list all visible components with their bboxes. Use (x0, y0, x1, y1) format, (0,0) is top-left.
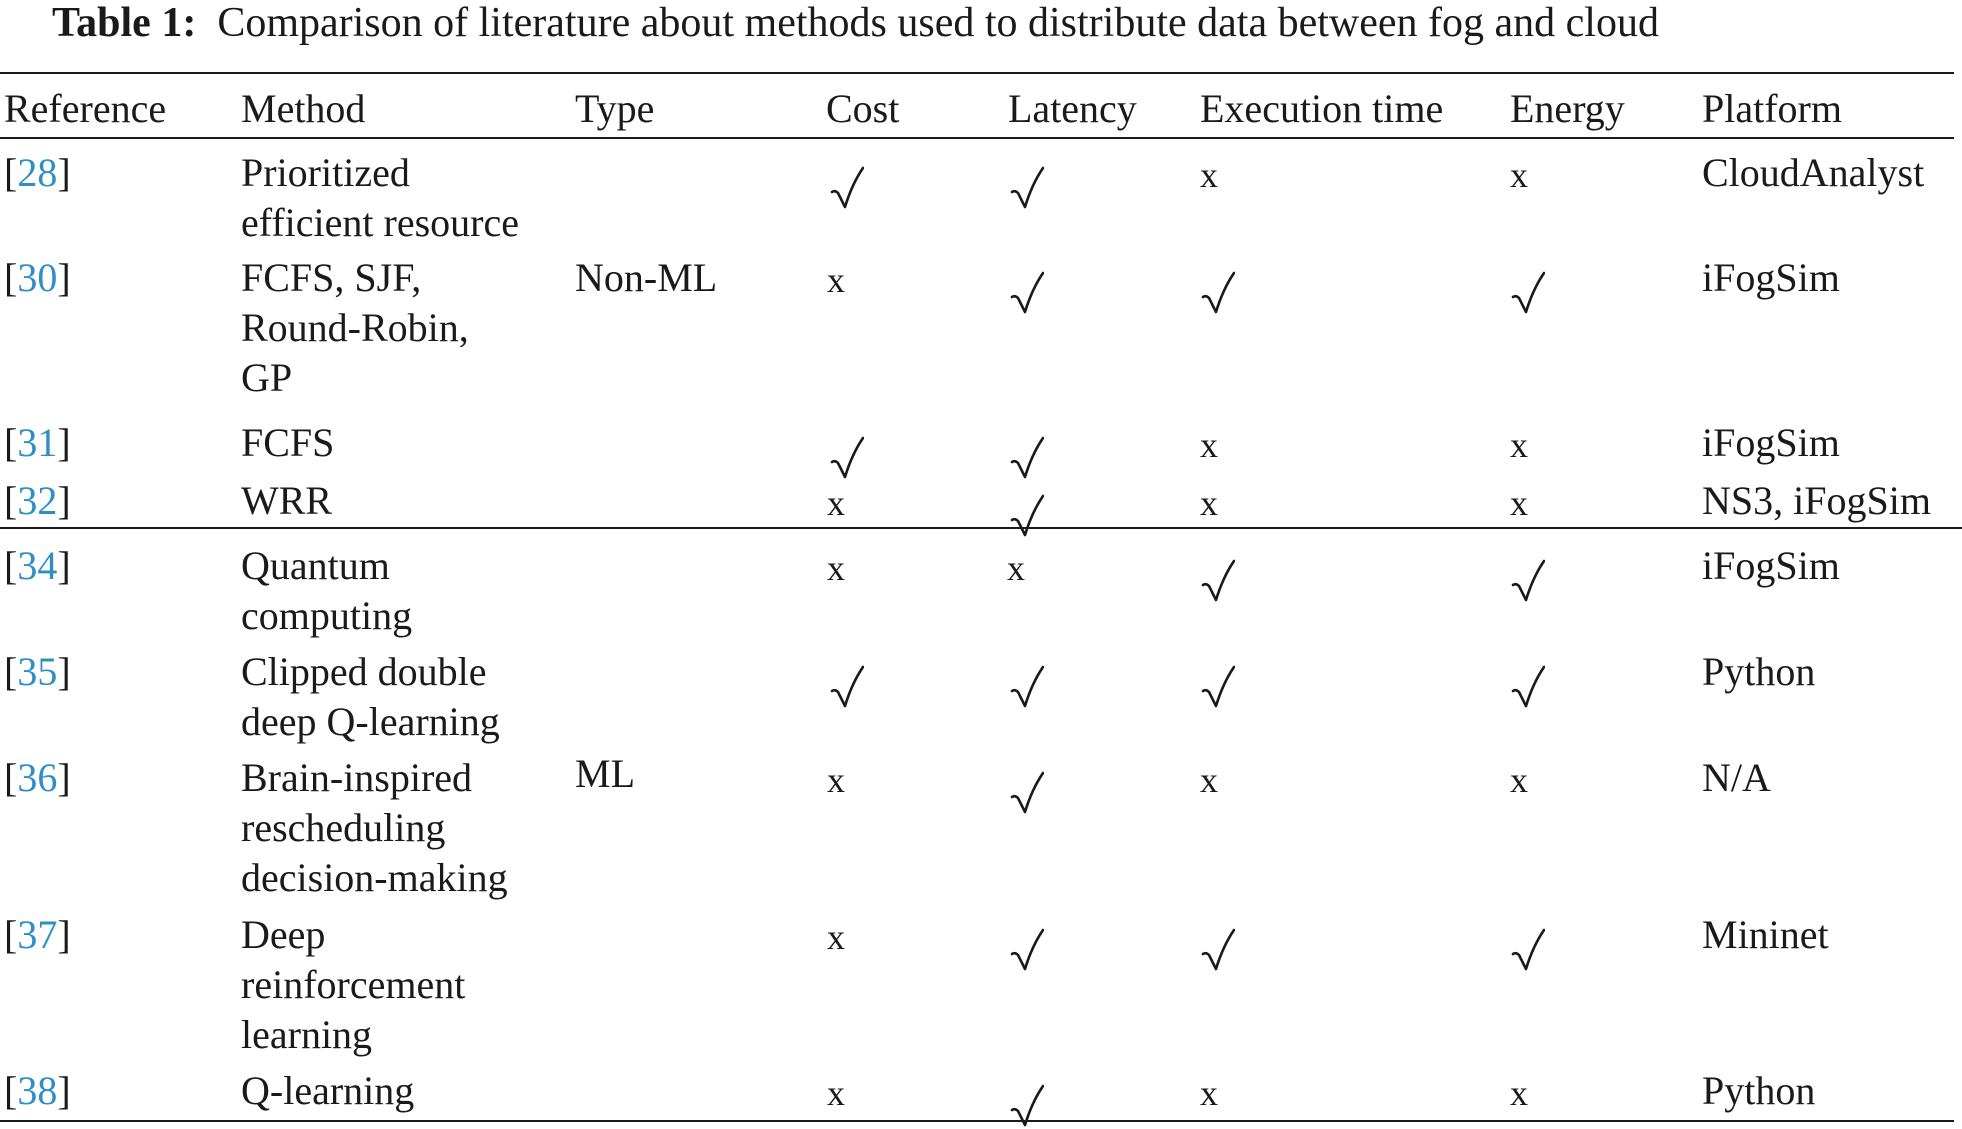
platform-cell: iFogSim (1702, 420, 1840, 465)
platform-cell: Mininet (1702, 912, 1829, 957)
reference-cell (4, 647, 71, 697)
reference-bracket: ] (57, 649, 71, 694)
energy-x-mark: x (1510, 760, 1528, 800)
method-cell-line: Round-Robin, (241, 305, 469, 350)
reference-bracket: [ (4, 420, 18, 465)
reference-bracket: [ (4, 1068, 18, 1113)
reference-bracket: [ (4, 478, 18, 523)
reference-bracket: [ (4, 649, 18, 694)
reference-link-32[interactable]: 32 (17, 478, 58, 523)
reference-bracket: ] (57, 755, 71, 800)
reference-link-36[interactable]: 36 (17, 755, 58, 800)
reference-bracket: ] (57, 478, 71, 523)
method-cell-line: reinforcement (241, 962, 466, 1007)
reference-link-28[interactable]: 28 (17, 150, 58, 195)
cost-x-mark: x (827, 483, 845, 523)
reference-link-38[interactable]: 38 (17, 1068, 58, 1113)
energy-x-mark: x (1510, 483, 1528, 523)
reference-cell (4, 476, 71, 526)
group-divider-rule (0, 527, 1962, 529)
platform-cell: Python (1702, 649, 1816, 694)
method-cell-line: WRR (241, 478, 333, 523)
type-label-non-ml: Non-ML (575, 255, 718, 300)
reference-link-35[interactable]: 35 (17, 649, 58, 694)
energy-x-mark: x (1510, 425, 1528, 465)
reference-bracket: [ (4, 150, 18, 195)
cost-check-icon (830, 166, 864, 210)
header-latency: Latency (1008, 86, 1137, 131)
energy-x-mark: x (1510, 155, 1528, 195)
reference-link-37[interactable]: 37 (17, 912, 58, 957)
method-cell-line: FCFS (241, 420, 335, 465)
header-cost: Cost (826, 86, 900, 131)
method-cell-line: Prioritized (241, 150, 410, 195)
latency-check-icon (1010, 494, 1044, 538)
latency-check-icon (1010, 1084, 1044, 1128)
reference-link-31[interactable]: 31 (17, 420, 58, 465)
reference-bracket: [ (4, 255, 18, 300)
reference-link-34[interactable]: 34 (17, 543, 58, 588)
method-cell-line: Brain-inspired (241, 755, 473, 800)
latency-x-mark: x (1007, 548, 1025, 588)
reference-bracket: ] (57, 150, 71, 195)
method-cell-line: FCFS, SJF, (241, 255, 422, 300)
energy-check-icon (1511, 271, 1545, 315)
exec-check-icon (1201, 665, 1235, 709)
platform-cell: iFogSim (1702, 255, 1840, 300)
latency-check-icon (1010, 436, 1044, 480)
platform-cell: N/A (1702, 755, 1771, 800)
method-cell-line: deep Q-learning (241, 699, 500, 744)
method-cell-line: Quantum (241, 543, 390, 588)
reference-bracket: [ (4, 912, 18, 957)
reference-cell (4, 418, 71, 468)
table-caption-text: Comparison of literature about methods used to distribute data between fog and cloud (217, 0, 1659, 46)
cost-x-mark: x (827, 760, 845, 800)
exec-x-mark: x (1200, 155, 1218, 195)
reference-cell (4, 541, 71, 591)
reference-bracket: [ (4, 543, 18, 588)
header-reference: Reference (4, 86, 167, 131)
cost-x-mark: x (827, 917, 845, 957)
cost-x-mark: x (827, 548, 845, 588)
exec-check-icon (1201, 271, 1235, 315)
header-method: Method (241, 86, 366, 131)
cost-check-icon (830, 436, 864, 480)
cost-x-mark: x (827, 1073, 845, 1113)
method-cell-line: Clipped double (241, 649, 487, 694)
exec-x-mark: x (1200, 483, 1218, 523)
energy-x-mark: x (1510, 1073, 1528, 1113)
header-execution-time: Execution time (1200, 86, 1444, 131)
method-cell-line: learning (241, 1012, 373, 1057)
platform-cell: CloudAnalyst (1702, 150, 1925, 195)
table-caption-label: Table 1: (52, 0, 197, 46)
energy-check-icon (1511, 665, 1545, 709)
method-cell-line: GP (241, 355, 293, 400)
energy-check-icon (1511, 559, 1545, 603)
type-label-ml: ML (575, 751, 635, 796)
platform-cell: NS3, iFogSim (1702, 478, 1931, 523)
reference-cell (4, 148, 71, 198)
header-energy: Energy (1510, 86, 1625, 131)
header-platform: Platform (1702, 86, 1842, 131)
header-type: Type (575, 86, 655, 131)
energy-check-icon (1511, 928, 1545, 972)
platform-cell: iFogSim (1702, 543, 1840, 588)
reference-bracket: ] (57, 1068, 71, 1113)
bottom-rule (0, 1120, 1954, 1122)
reference-cell (4, 910, 71, 960)
method-cell-line: Deep (241, 912, 326, 957)
exec-x-mark: x (1200, 425, 1218, 465)
method-cell-line: efficient resource (241, 200, 519, 245)
reference-bracket: ] (57, 543, 71, 588)
method-cell-line: Q-learning (241, 1068, 415, 1113)
latency-check-icon (1010, 271, 1044, 315)
method-cell-line: rescheduling (241, 805, 446, 850)
reference-bracket: [ (4, 755, 18, 800)
exec-check-icon (1201, 928, 1235, 972)
method-cell-line: computing (241, 593, 413, 638)
reference-link-30[interactable]: 30 (17, 255, 58, 300)
top-rule (0, 72, 1954, 74)
reference-bracket: ] (57, 255, 71, 300)
platform-cell: Python (1702, 1068, 1816, 1113)
exec-x-mark: x (1200, 1073, 1218, 1113)
header-rule (0, 137, 1954, 139)
latency-check-icon (1010, 771, 1044, 815)
reference-cell (4, 253, 71, 303)
latency-check-icon (1010, 665, 1044, 709)
cost-check-icon (830, 665, 864, 709)
latency-check-icon (1010, 166, 1044, 210)
reference-cell (4, 753, 71, 803)
exec-x-mark: x (1200, 760, 1218, 800)
cost-x-mark: x (827, 260, 845, 300)
reference-bracket: ] (57, 420, 71, 465)
table-caption (52, 0, 1952, 46)
latency-check-icon (1010, 928, 1044, 972)
exec-check-icon (1201, 559, 1235, 603)
reference-cell (4, 1066, 71, 1116)
reference-bracket: ] (57, 912, 71, 957)
method-cell-line: decision-making (241, 855, 508, 900)
